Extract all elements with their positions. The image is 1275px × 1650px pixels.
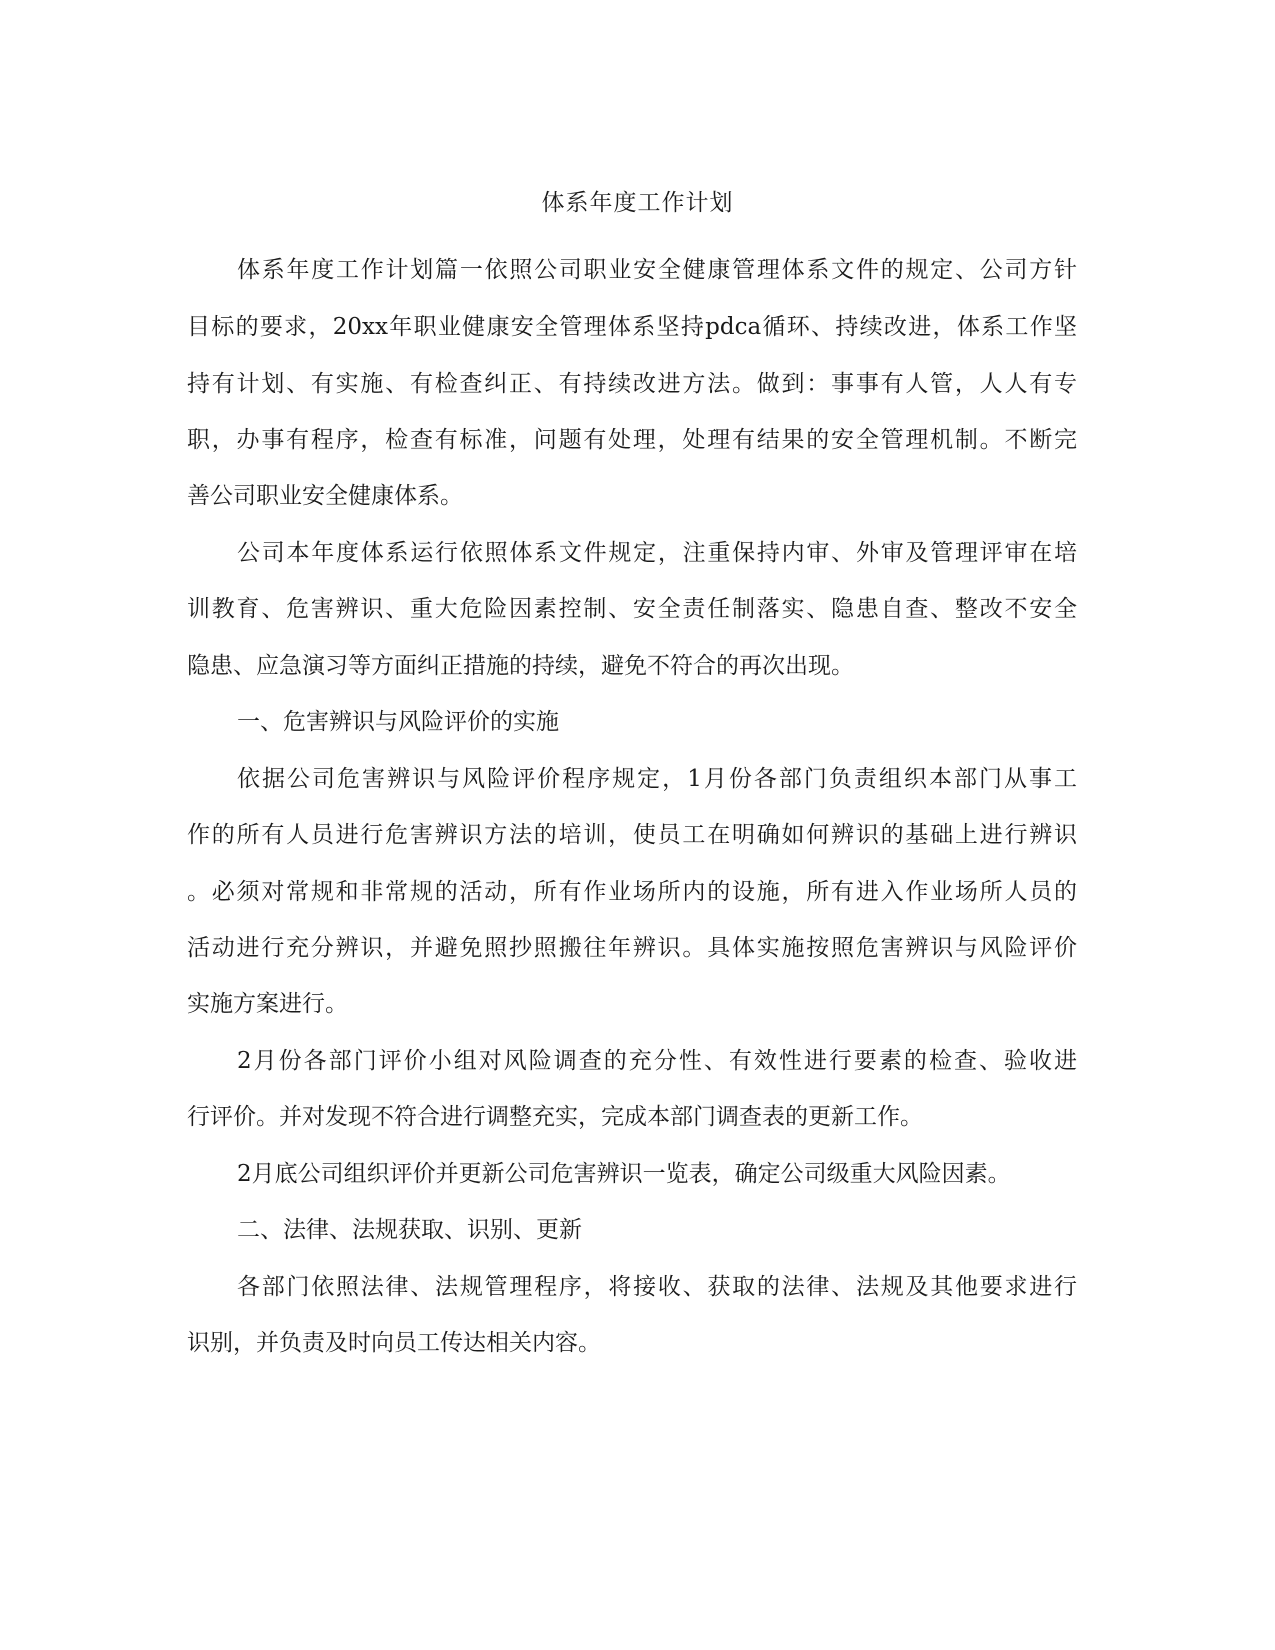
- text-line-1: 体系年度工作计划篇一依照公司职业安全健康管理体系文件的规定、公司方针: [237, 257, 1077, 283]
- text-line-6: 公司本年度体系运行依照体系文件规定，注重保持内审、外审及管理评审在培: [237, 540, 1077, 566]
- text-line-4: 职，办事有程序，检查有标准，问题有处理，处理有结果的安全管理机制。不断完: [187, 427, 1077, 453]
- text-line-5: 善公司职业安全健康体系。: [187, 483, 463, 509]
- text-line-13: 活动进行充分辨识，并避免照抄照搬往年辨识。具体实施按照危害辨识与风险评价: [187, 935, 1077, 961]
- text-line-17: 2月底公司组织评价并更新公司危害辨识一览表，确定公司级重大风险因素。: [237, 1161, 1011, 1187]
- text-line-8: 隐患、应急演习等方面纠正措施的持续，避免不符合的再次出现。: [187, 653, 854, 679]
- text-line-12: 。必须对常规和非常规的活动，所有作业场所内的设施，所有进入作业场所人员的: [187, 879, 1077, 905]
- section-heading-2: 二、法律、法规获取、识别、更新: [237, 1217, 582, 1243]
- text-line-16: 行评价。并对发现不符合进行调整充实，完成本部门调查表的更新工作。: [187, 1104, 923, 1130]
- text-line-10: 依据公司危害辨识与风险评价程序规定，1月份各部门负责组织本部门从事工: [237, 766, 1077, 792]
- section-heading-1: 一、危害辨识与风险评价的实施: [237, 709, 559, 735]
- text-line-19: 各部门依照法律、法规管理程序，将接收、获取的法律、法规及其他要求进行: [237, 1274, 1077, 1300]
- text-line-20: 识别，并负责及时向员工传达相关内容。: [187, 1330, 601, 1356]
- text-line-3: 持有计划、有实施、有检查纠正、有持续改进方法。做到：事事有人管，人人有专: [187, 371, 1077, 397]
- text-line-7: 训教育、危害辨识、重大危险因素控制、安全责任制落实、隐患自查、整改不安全: [187, 596, 1077, 622]
- text-line-11: 作的所有人员进行危害辨识方法的培训，使员工在明确如何辨识的基础上进行辨识: [187, 822, 1077, 848]
- text-line-2: 目标的要求，20xx年职业健康安全管理体系坚持pdca循环、持续改进，体系工作坚: [187, 314, 1077, 340]
- text-line-14: 实施方案进行。: [187, 991, 348, 1017]
- text-line-15: 2月份各部门评价小组对风险调查的充分性、有效性进行要素的检查、验收进: [237, 1048, 1077, 1074]
- document-title: 体系年度工作计划: [541, 190, 734, 216]
